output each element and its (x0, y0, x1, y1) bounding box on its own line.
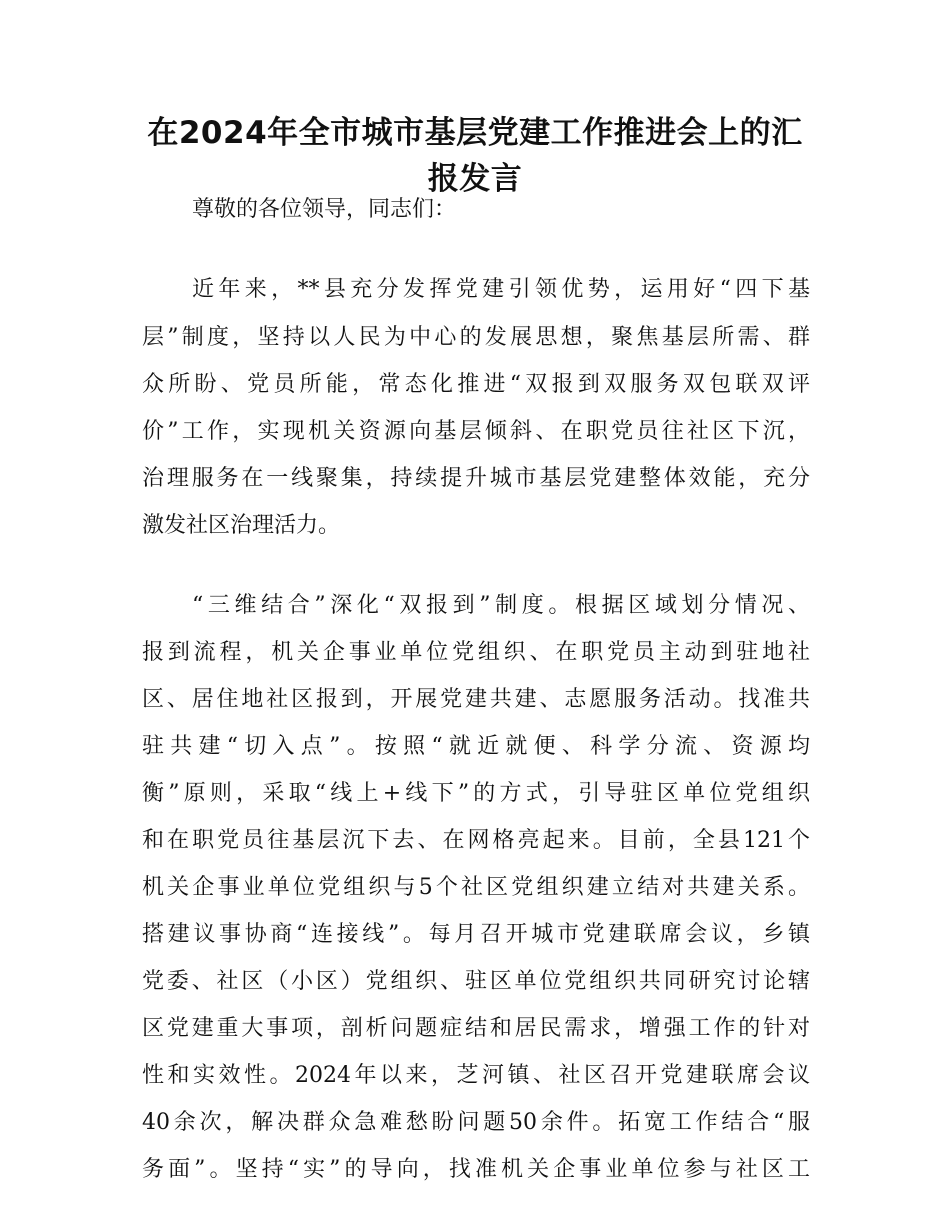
paragraph-2-line-1: “三维结合”深化“双报到”制度。根据区域划分情况、 (192, 593, 810, 618)
title-line-2: 报发言 (427, 161, 523, 197)
paragraph-2-line-3: 区、居住地社区报到，开展党建共建、志愿服务活动。找准共 (142, 687, 810, 712)
paragraph-2-line-13: 务面”。坚持“实”的导向，找准机关企事业单位参与社区工 (142, 1157, 810, 1182)
paragraph-2-line-8: 搭建议事协商“连接线”。每月召开城市党建联席会议，乡镇 (142, 922, 810, 947)
paragraph-2-line-7: 机关企事业单位党组织与5个社区党组织建立结对共建关系。 (142, 875, 810, 900)
paragraph-1-line-4: 价”工作，实现机关资源向基层倾斜、在职党员往社区下沉， (142, 419, 810, 444)
paragraph-1-line-1: 近年来，**县充分发挥党建引领优势，运用好“四下基 (192, 277, 810, 302)
paragraph-1-line-3: 众所盼、党员所能，常态化推进“双报到双服务双包联双评 (142, 372, 810, 397)
salutation: 尊敬的各位领导，同志们： (192, 197, 457, 222)
document-title (130, 110, 820, 202)
title-line-1: 在2024年全市城市基层党建工作推进会上的汇 (147, 115, 803, 151)
paragraph-2-line-5: 衡”原则，采取“线上+线下”的方式，引导驻区单位党组织 (142, 781, 810, 806)
paragraph-2-line-4: 驻共建“切入点”。按照“就近就便、科学分流、资源均 (142, 734, 810, 759)
paragraph-2-line-9: 党委、社区（小区）党组织、驻区单位党组织共同研究讨论辖 (142, 969, 810, 994)
paragraph-1-line-2: 层”制度，坚持以人民为中心的发展思想，聚焦基层所需、群 (142, 325, 810, 350)
paragraph-2-line-2: 报到流程，机关企事业单位党组织、在职党员主动到驻地社 (142, 640, 810, 665)
paragraph-2-line-10: 区党建重大事项，剖析问题症结和居民需求，增强工作的针对 (142, 1016, 810, 1041)
paragraph-1-line-6: 激发社区治理活力。 (142, 513, 341, 538)
paragraph-2-line-6: 和在职党员往基层沉下去、在网格亮起来。目前，全县121个 (142, 828, 810, 853)
paragraph-1-line-5: 治理服务在一线聚集，持续提升城市基层党建整体效能，充分 (142, 466, 810, 491)
paragraph-2-line-12: 40余次，解决群众急难愁盼问题50余件。拓宽工作结合“服 (142, 1110, 810, 1135)
paragraph-2-line-11: 性和实效性。2024年以来，芝河镇、社区召开党建联席会议 (142, 1063, 810, 1088)
